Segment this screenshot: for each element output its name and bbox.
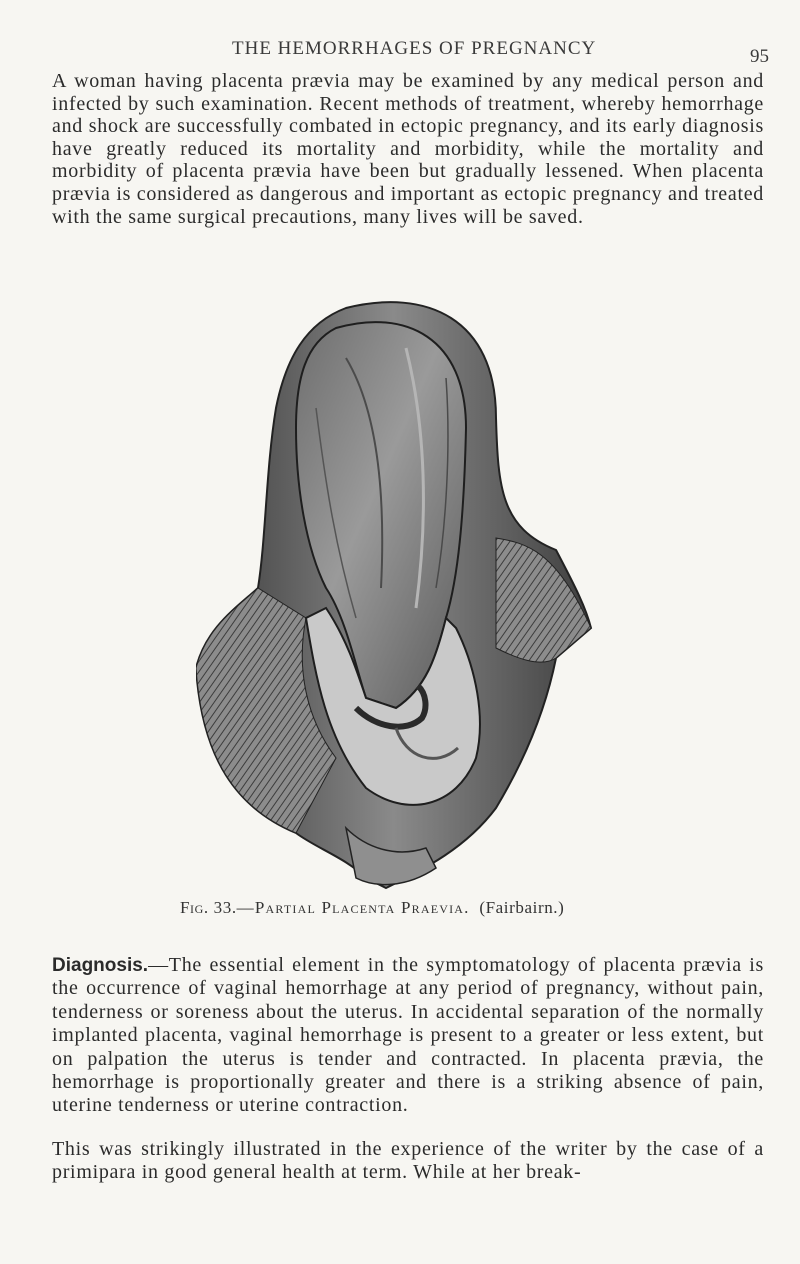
case-paragraph: This was strikingly illustrated in the experience of the writer by the case of a primipara in good general health at term. While at her break- [52, 1138, 764, 1184]
figure-caption [180, 898, 564, 918]
placental-tissue [496, 538, 591, 662]
diagnosis-text: —The essential element in the symptomatology of placenta prævia is the occurrence of vaginal hemorrhage at any period of pregnancy, without pain, tenderness or soreness about the uterus. In accidental separation of the normally implanted placenta, vaginal hemorrhage is present to a greater or less extent, but on palpation the uterus is tender and contracted. In placenta prævia, the hemorrhage is proportionally greater and there is a striking absence of pain, uterine tenderness or uterine contraction. [52, 954, 764, 1117]
page-number: 95 [750, 46, 769, 67]
diagnosis-paragraph [52, 954, 764, 1118]
running-head: THE HEMORRHAGES OF PREGNANCY [232, 38, 597, 59]
intro-paragraph: A woman having placenta prævia may be examined by any medical person and infected by such examination. Recent methods of treatment, whereby hemorrhage and shock are successfully combated in ectopic pregnancy, and its early diagnosis have greatly reduced its mortality and morbidity, while the mortality and morbidity of placenta prævia have been but gradually lessened. When placenta prævia is considered as dangerous and important as ectopic pregnancy and treated with the same surgical precautions, many lives will be saved. [52, 70, 764, 228]
uterus-section-drawing [196, 288, 604, 894]
figure-credit: (Fairbairn.) [479, 898, 565, 917]
section-heading: Diagnosis. [52, 955, 149, 976]
figure-title: —Partial Placenta Praevia. [236, 898, 470, 917]
figure-label: Fig. 33. [180, 898, 237, 917]
anatomical-illustration [196, 288, 604, 894]
